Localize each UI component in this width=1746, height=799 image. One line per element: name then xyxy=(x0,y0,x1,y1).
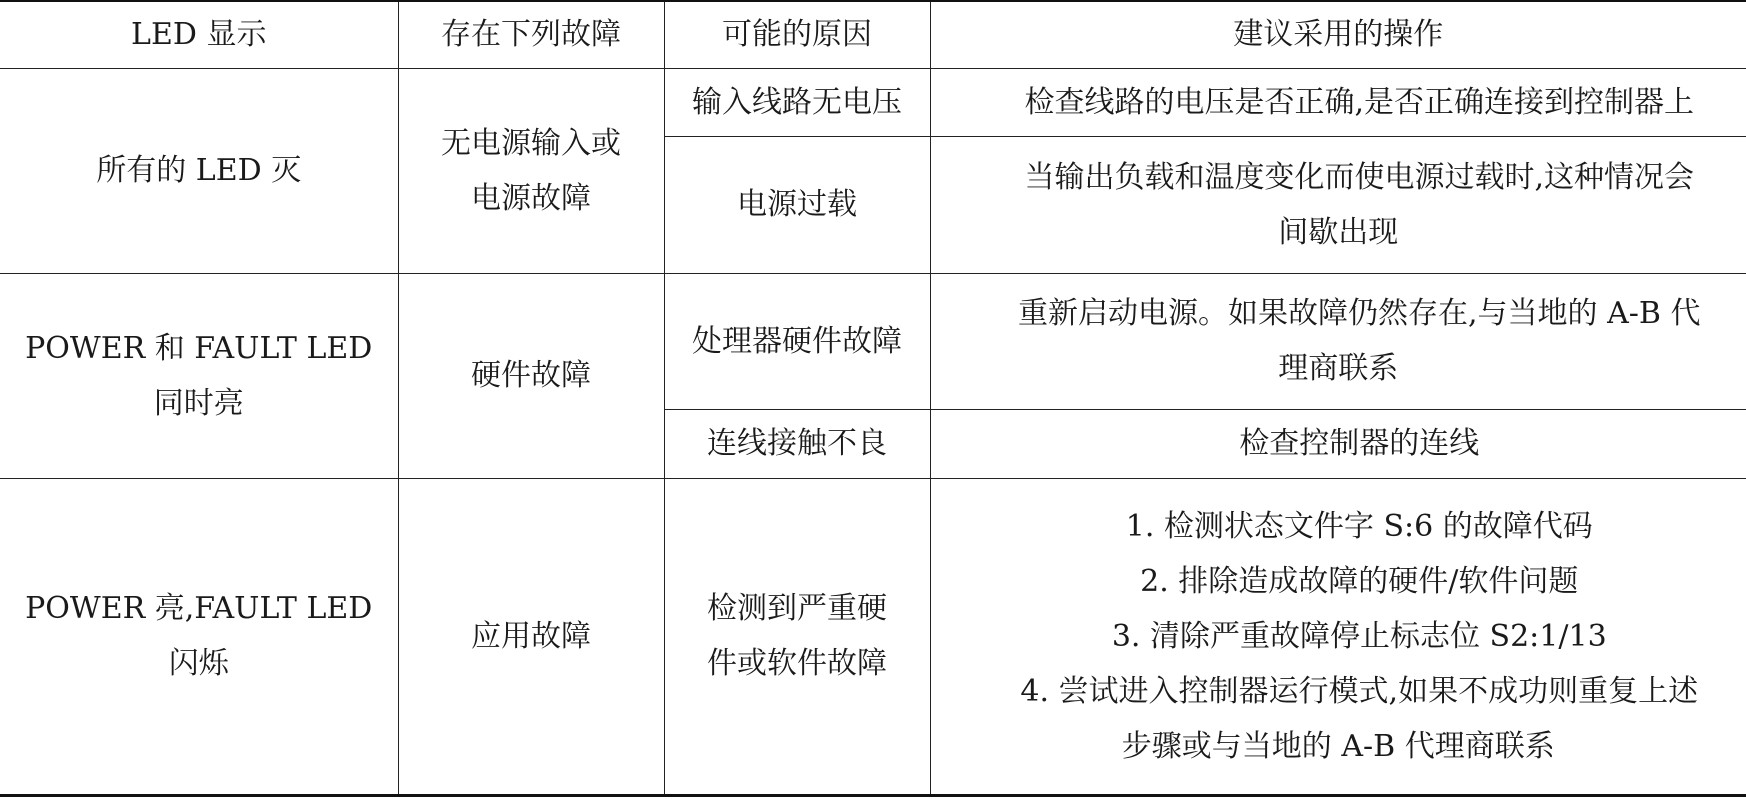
led-text-line: 闪烁 xyxy=(168,646,229,682)
action-cell xyxy=(930,68,1746,137)
led-text-line: 同时亮 xyxy=(153,385,244,421)
led-cell xyxy=(0,68,398,273)
table-row xyxy=(0,478,1746,795)
cause-cell xyxy=(664,68,930,137)
action-text-line: 当输出负载和温度变化而使电源过载时,这种情况会 xyxy=(1024,159,1695,195)
fault-text-line: 电源故障 xyxy=(471,180,591,216)
cause-cell xyxy=(664,478,930,795)
action-text-line: 检查线路的电压是否正确,是否正确连接到控制器上 xyxy=(1024,84,1695,120)
action-text-line: 重新启动电源。如果故障仍然存在,与当地的 A-B 代 xyxy=(1018,296,1701,332)
action-cell xyxy=(930,273,1746,409)
action-text-line: 检查控制器的连线 xyxy=(1239,426,1480,462)
action-step: 4. 尝试进入控制器运行模式,如果不成功则重复上述 xyxy=(1020,673,1699,709)
led-text-line: POWER 亮,FAULT LED xyxy=(25,591,373,627)
header-row xyxy=(0,1,1746,68)
action-text-line: 步骤或与当地的 A-B 代理商联系 xyxy=(1121,728,1555,764)
table-row xyxy=(0,273,1746,409)
fault-cell xyxy=(398,478,664,795)
fault-text-line: 应用故障 xyxy=(471,618,591,654)
led-cell xyxy=(0,273,398,478)
cause-text-line: 电源过载 xyxy=(737,187,857,223)
action-cell xyxy=(930,409,1746,478)
action-text-line: 间歇出现 xyxy=(1278,214,1399,250)
cause-cell xyxy=(664,273,930,409)
cause-text-line: 处理器硬件故障 xyxy=(692,323,902,359)
led-text-line: POWER 和 FAULT LED xyxy=(25,330,373,366)
header-cause: 可能的原因 xyxy=(664,1,930,68)
cause-text-line: 件或软件故障 xyxy=(707,646,887,682)
cause-text-line: 检测到严重硬 xyxy=(707,591,887,627)
fault-cell xyxy=(398,273,664,478)
fault-cell xyxy=(398,68,664,273)
table-row xyxy=(0,68,1746,137)
action-step: 2. 排除造成故障的硬件/软件问题 xyxy=(1140,563,1579,599)
cause-cell xyxy=(664,409,930,478)
action-cell xyxy=(930,137,1746,273)
fault-text-line: 无电源输入或 xyxy=(441,125,621,161)
header-action: 建议采用的操作 xyxy=(930,1,1746,68)
action-step: 3. 清除严重故障停止标志位 S2:1/13 xyxy=(1111,618,1607,654)
action-text-line: 理商联系 xyxy=(1278,351,1399,387)
led-cell xyxy=(0,478,398,795)
led-text-line: 所有的 LED 灭 xyxy=(96,153,302,189)
action-cell xyxy=(930,478,1746,795)
action-step: 1. 检测状态文件字 S:6 的故障代码 xyxy=(1125,508,1593,544)
fault-text-line: 硬件故障 xyxy=(471,358,591,394)
header-led-display: LED 显示 xyxy=(0,1,398,68)
cause-text-line: 连线接触不良 xyxy=(707,426,887,462)
cause-text-line: 输入线路无电压 xyxy=(692,84,902,120)
cause-cell xyxy=(664,137,930,273)
header-fault: 存在下列故障 xyxy=(398,1,664,68)
